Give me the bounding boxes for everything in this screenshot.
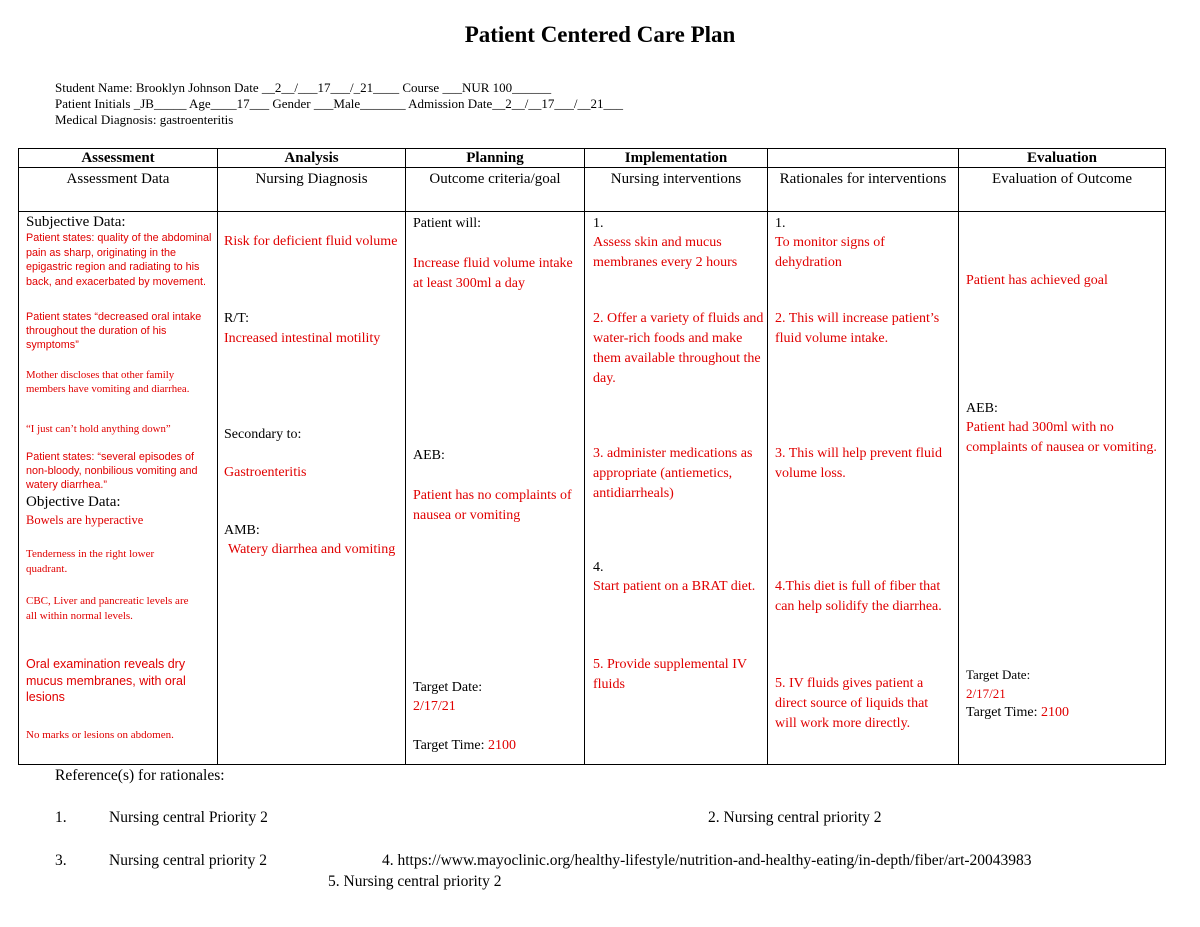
evaluation-aeb-label: AEB:: [966, 401, 998, 416]
objective-item: CBC, Liver and pancreatic levels are all within normal levels.: [26, 595, 189, 622]
header-analysis: Analysis: [218, 149, 406, 168]
reference-item: Nursing central Priority 2: [109, 809, 268, 826]
evaluation-target-time-label: Target Time:: [966, 705, 1038, 720]
objective-data-label: Objective Data:: [26, 494, 121, 510]
objective-item: No marks or lesions on abdomen.: [26, 729, 174, 741]
objective-item: Bowels are hyperactive: [26, 513, 144, 527]
analysis-cell: [218, 212, 406, 765]
care-plan-table: [18, 148, 1166, 765]
subheader-nursing-interventions: Nursing interventions: [585, 168, 768, 212]
related-to-label: R/T:: [224, 311, 249, 326]
subjective-data-label: Subjective Data:: [26, 214, 126, 230]
reference-number: 3.: [55, 852, 67, 869]
evaluation-target-time-value: 2100: [1041, 705, 1069, 720]
patient-info-line: Patient Initials _JB_____ Age____17___ Gender ___Male_______ Admission Date__2__/__17___/__21___: [55, 96, 623, 111]
interventions-cell: [585, 212, 768, 765]
table-subheader-row: [19, 168, 1166, 212]
rationales-cell: [768, 212, 959, 765]
evaluation-target-date-label: Target Date:: [966, 667, 1031, 682]
subheader-evaluation-of-outcome: Evaluation of Outcome: [959, 168, 1166, 212]
patient-will-label: Patient will:: [413, 216, 482, 231]
header-evaluation: Evaluation: [959, 149, 1166, 168]
subjective-item: “I just can’t hold anything down”: [26, 423, 171, 435]
subheader-outcome-criteria: Outcome criteria/goal: [406, 168, 585, 212]
assessment-cell: [19, 212, 218, 765]
student-info-line: Student Name: Brooklyn Johnson Date __2__/___17___/_21____ Course ___NUR 100______: [55, 80, 552, 95]
subjective-item: Patient states: quality of the abdominal pain as sharp, originating in the epigastric region and radiating to his back, and exacerbated by movement.: [26, 232, 212, 288]
planning-cell: [406, 212, 585, 765]
header-planning: Planning: [406, 149, 585, 168]
rationale-item: 4.This diet is full of fiber that can help solidify the diarrhea.: [775, 579, 942, 614]
rationale-number: 1.: [775, 216, 786, 231]
planning-target-time-label: Target Time:: [413, 738, 485, 753]
planning-target-time-value: 2100: [488, 738, 516, 753]
evaluation-achieved: Patient has achieved goal: [966, 273, 1108, 288]
secondary-to-text: Gastroenteritis: [224, 465, 307, 480]
rationale-item: 3. This will help prevent fluid volume loss.: [775, 446, 942, 481]
objective-item: Oral examination reveals dry mucus membranes, with oral lesions: [26, 657, 186, 704]
subjective-item: Patient states “decreased oral intake throughout the duration of his symptoms”: [26, 311, 202, 351]
objective-item: Tenderness in the right lower quadrant.: [26, 548, 155, 575]
rationale-item: To monitor signs of dehydration: [775, 235, 885, 270]
subheader-nursing-diagnosis: Nursing Diagnosis: [218, 168, 406, 212]
rationale-item: 5. IV fluids gives patient a direct source of liquids that will work more directly.: [775, 676, 929, 731]
planning-aeb-text: Patient has no complaints of nausea or vomiting: [413, 488, 572, 523]
intervention-item: 2. Offer a variety of fluids and water-rich foods and make them available throughout the day.: [593, 311, 764, 386]
medical-diagnosis-line: Medical Diagnosis: gastroenteritis: [55, 112, 234, 127]
intervention-item: Assess skin and mucus membranes every 2 hours: [593, 235, 738, 270]
reference-number: 1.: [55, 809, 67, 826]
intervention-item: 3. administer medications as appropriate (antiemetics, antidiarrheals): [593, 446, 753, 501]
table-header-row: [19, 149, 1166, 168]
reference-item: 4. https://www.mayoclinic.org/healthy-lifestyle/nutrition-and-healthy-eating/in-depth/fiber/art-20043983: [382, 852, 1032, 869]
planning-target-date-label: Target Date:: [413, 680, 483, 695]
nursing-diagnosis: Risk for deficient fluid volume: [224, 234, 398, 249]
references-label: Reference(s) for rationales:: [55, 767, 225, 784]
page-title: Patient Centered Care Plan: [464, 22, 736, 47]
secondary-to-label: Secondary to:: [224, 427, 302, 442]
subheader-assessment-data: Assessment Data: [19, 168, 218, 212]
header-blank: [768, 149, 959, 168]
subheader-rationales: Rationales for interventions: [768, 168, 959, 212]
reference-item: 5. Nursing central priority 2: [328, 873, 502, 890]
outcome-goal: Increase fluid volume intake at least 300ml a day: [413, 256, 573, 291]
planning-target-time: [413, 736, 583, 756]
evaluation-target-date: 2/17/21: [966, 686, 1006, 701]
reference-item: Nursing central priority 2: [109, 852, 267, 869]
table-body-row: [19, 212, 1166, 765]
intervention-number: 1.: [593, 216, 604, 231]
intervention-item: 5. Provide supplemental IV fluids: [593, 657, 747, 692]
header-assessment: Assessment: [19, 149, 218, 168]
related-to-text: Increased intestinal motility: [224, 331, 381, 346]
evaluation-cell: [959, 212, 1166, 765]
evaluation-aeb-text: Patient had 300ml with no complaints of nausea or vomiting.: [966, 420, 1157, 455]
planning-aeb-label: AEB:: [413, 448, 445, 463]
reference-item: 2. Nursing central priority 2: [708, 809, 882, 826]
subjective-item: Mother discloses that other family members have vomiting and diarrhea.: [26, 369, 190, 395]
amb-label: AMB:: [224, 523, 260, 538]
intervention-item: Start patient on a BRAT diet.: [593, 579, 756, 594]
subjective-item: Patient states: “several episodes of non-bloody, nonbilious vomiting and watery diarrhea.”: [26, 451, 198, 491]
intervention-number: 4.: [593, 560, 604, 575]
header-implementation: Implementation: [585, 149, 768, 168]
amb-text: Watery diarrhea and vomiting: [228, 542, 396, 557]
evaluation-target-time: [966, 703, 1162, 723]
planning-target-date: 2/17/21: [413, 699, 456, 714]
rationale-item: 2. This will increase patient’s fluid volume intake.: [775, 311, 940, 346]
